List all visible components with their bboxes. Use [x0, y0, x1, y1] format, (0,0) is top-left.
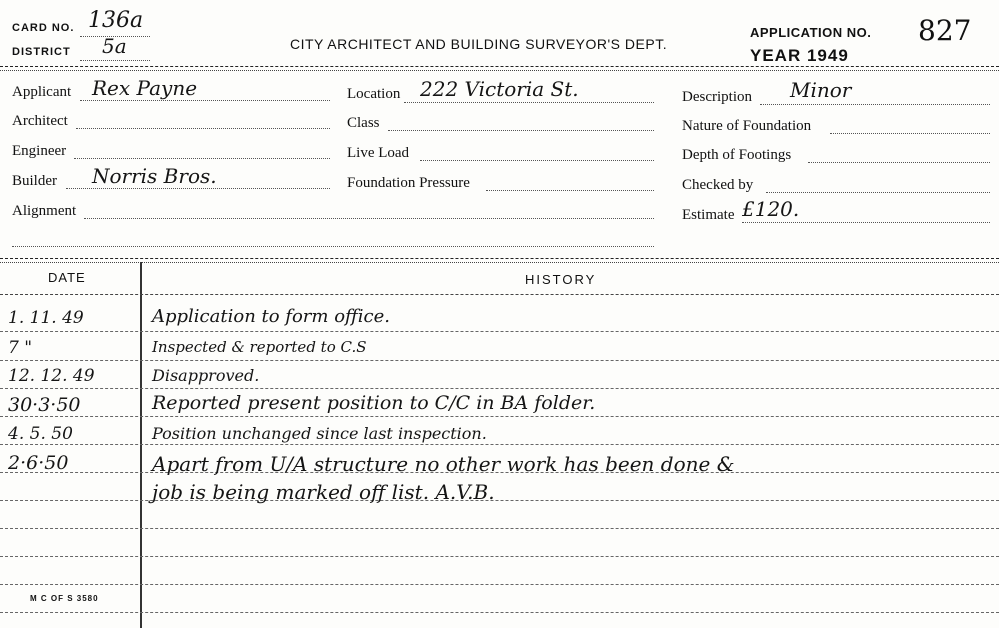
district-label: DISTRICT	[12, 46, 71, 58]
applicant-label: Applicant	[12, 84, 72, 100]
history-row-line	[0, 528, 999, 529]
alignment-line-2	[12, 246, 654, 247]
applicant-line	[80, 100, 330, 101]
date-column-header: DATE	[48, 270, 86, 285]
history-entry-text: Disapproved.	[152, 366, 260, 385]
alignment-label: Alignment	[12, 203, 77, 219]
history-column-header: HISTORY	[525, 272, 597, 287]
history-entry-date: 12. 12. 49	[8, 366, 95, 386]
card-no-value: 136a	[88, 8, 144, 33]
history-row-line	[0, 612, 999, 613]
history-entry-text: Application to form office.	[152, 306, 390, 327]
application-number: 827	[918, 14, 972, 47]
history-entry-text: Reported present position to C/C in BA folder.	[152, 392, 596, 414]
engineer-label: Engineer	[12, 143, 67, 159]
nature-of-foundation-line	[830, 133, 990, 134]
history-rule	[0, 258, 999, 259]
class-label: Class	[347, 115, 380, 131]
description-value: Minor	[790, 78, 852, 102]
form-code: M C OF S 3580	[30, 594, 99, 603]
history-rule-2	[0, 262, 999, 263]
history-row-line	[0, 584, 999, 585]
history-row-line	[0, 360, 999, 361]
location-value: 222 Victoria St.	[420, 77, 579, 101]
builder-line	[66, 188, 330, 189]
header-rule	[0, 66, 999, 67]
history-entry-text: Position unchanged since last inspection.	[152, 424, 487, 443]
location-line	[404, 102, 654, 103]
history-entry-text: Apart from U/A structure no other work has been done &	[152, 452, 735, 476]
checked-by-line	[766, 192, 990, 193]
architect-line	[76, 128, 330, 129]
header-rule-2	[0, 70, 999, 71]
foundation-pressure-label: Foundation Pressure	[347, 175, 470, 191]
history-entry-text: Inspected & reported to C.S	[152, 338, 367, 356]
application-label: APPLICATION NO.	[750, 25, 872, 40]
applicant-value: Rex Payne	[92, 76, 198, 100]
district-line	[80, 60, 150, 61]
builder-value: Norris Bros.	[92, 164, 217, 188]
history-entry-text: job is being marked off list. A.V.B.	[152, 480, 495, 504]
date-column-divider	[140, 262, 142, 628]
history-entry-date: 30·3·50	[8, 394, 81, 416]
depth-of-footings-line	[808, 162, 990, 163]
card-no-label: CARD NO.	[12, 22, 75, 34]
history-entry-date: 1. 11. 49	[8, 308, 84, 328]
estimate-value: £120.	[742, 197, 800, 221]
year-label: YEAR 1949	[750, 46, 849, 65]
history-entry-date: 4. 5. 50	[8, 424, 73, 444]
location-label: Location	[347, 86, 401, 102]
history-header-rule	[0, 294, 999, 295]
history-entry-date: 7 "	[8, 338, 33, 358]
history-entry-date: 2·6·50	[8, 452, 69, 474]
history-row-line	[0, 331, 999, 332]
engineer-line	[74, 158, 330, 159]
class-line	[388, 130, 654, 131]
estimate-line	[742, 222, 990, 223]
history-row-line	[0, 556, 999, 557]
nature-of-foundation-label: Nature of Foundation	[682, 118, 812, 134]
history-row-line	[0, 388, 999, 389]
history-row-line	[0, 416, 999, 417]
architect-label: Architect	[12, 113, 68, 129]
district-value: 5a	[102, 34, 127, 58]
description-line	[760, 104, 990, 105]
foundation-pressure-line	[486, 190, 654, 191]
live-load-label: Live Load	[347, 145, 410, 161]
description-label: Description	[682, 89, 752, 105]
department-title: CITY ARCHITECT AND BUILDING SURVEYOR'S DEPT.	[290, 36, 668, 52]
history-row-line	[0, 444, 999, 445]
checked-by-label: Checked by	[682, 177, 754, 193]
estimate-label: Estimate	[682, 207, 735, 223]
depth-of-footings-label: Depth of Footings	[682, 147, 792, 163]
builder-label: Builder	[12, 173, 57, 189]
alignment-line	[84, 218, 654, 219]
live-load-line	[420, 160, 654, 161]
